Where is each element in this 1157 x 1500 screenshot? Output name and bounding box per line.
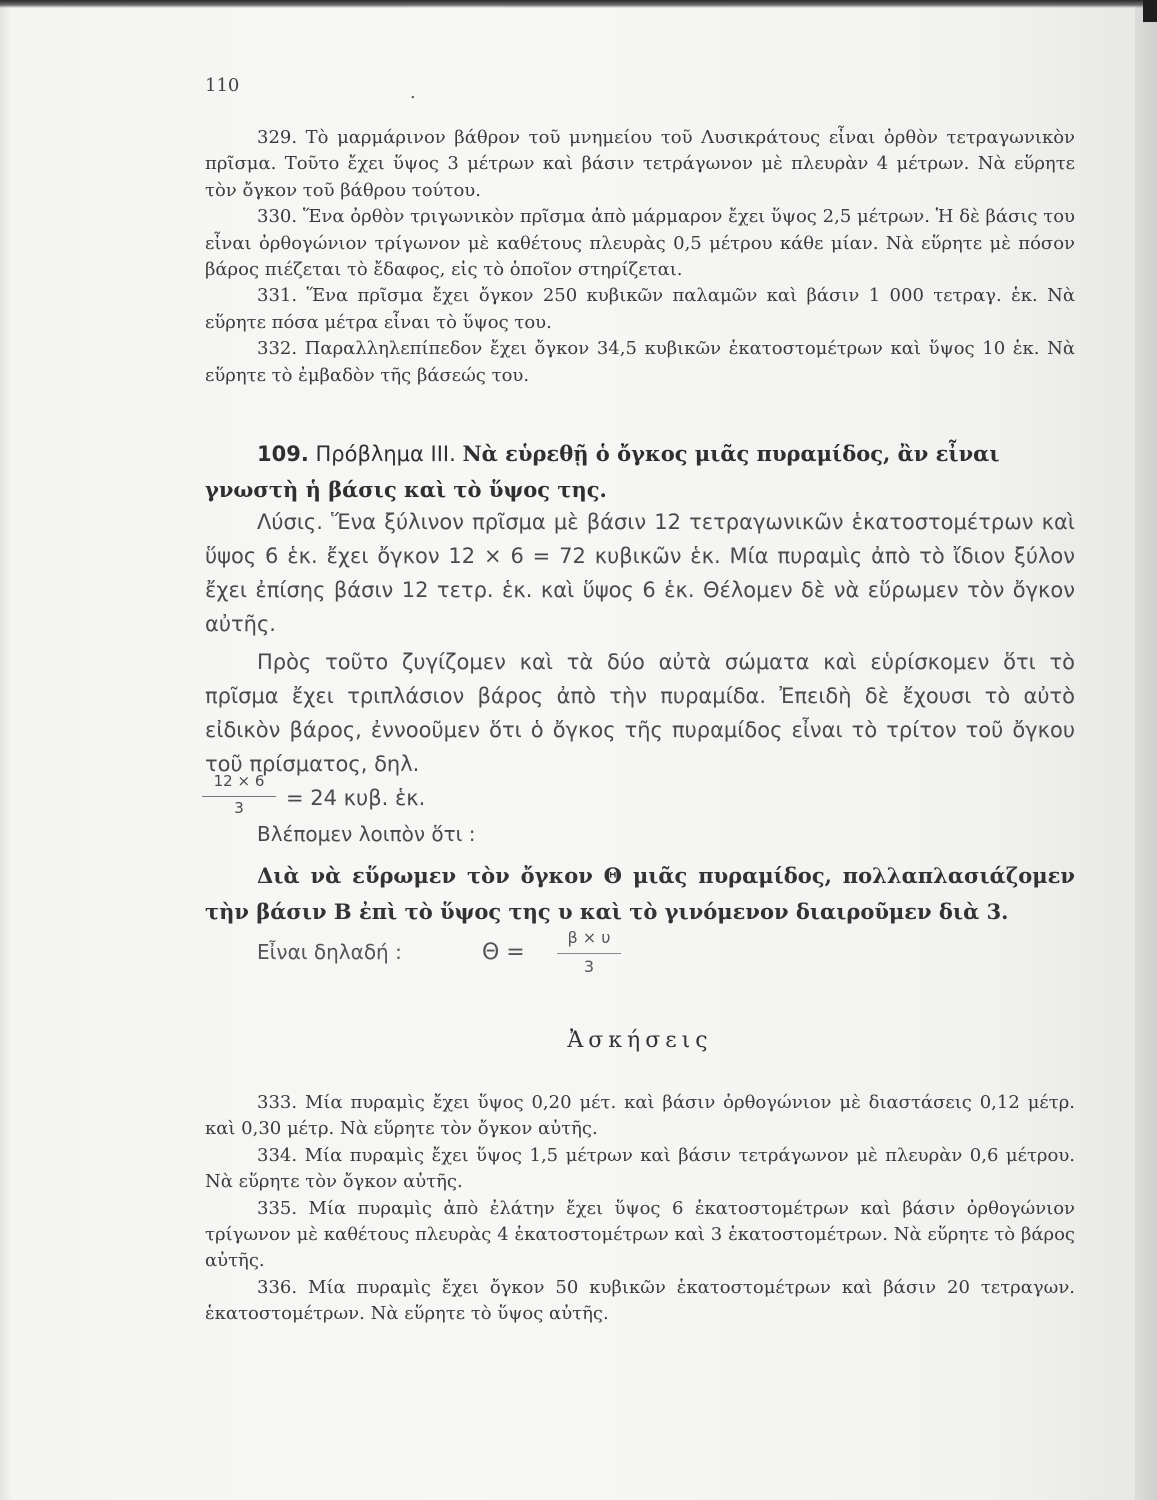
formula-label: Εἶναι δηλαδή : — [257, 940, 402, 964]
formula-numerator: β × υ — [567, 928, 611, 947]
fraction-result: = 24 κυβ. ἑκ. — [286, 786, 426, 810]
rule-statement — [205, 858, 1075, 930]
formula-fraction-bar — [557, 953, 621, 954]
exercise-335: 335. Μία πυραμὶς ἀπὸ ἐλάτην ἔχει ὕψος 6 ἑκατοστομέτρων καὶ βάσιν ὀρθογώνιον τρίγωνον μὲ καθέτους πλευρὰς 4 ἑκατοστομέτρων καὶ 3 ἑκατοστομέτρων. Νὰ εὕρητε τὸ βάρος αὐτῆς. — [205, 1197, 1075, 1272]
exercise-334: 334. Μία πυραμὶς ἔχει ὕψος 1,5 μέτρων καὶ βάσιν τετράγωνον μὲ πλευρὰν 0,6 μέτρου. Νὰ εὕρητε τὸν ὄγκον αὐτῆς. — [205, 1144, 1075, 1193]
exercise-331: 331. Ἕνα πρῖσμα ἔχει ὄγκον 250 κυβικῶν παλαμῶν καὶ βάσιν 1 000 τετραγ. ἑκ. Νὰ εὕρητε πόσα μέτρα εἶναι τὸ ὕψος του. — [205, 285, 1075, 333]
page-right-edge — [1135, 0, 1157, 1500]
page-number: 110 — [205, 75, 240, 96]
section-heading — [205, 436, 1085, 508]
page-top-edge — [0, 0, 1157, 8]
section-lead: Πρόβλημα ΙΙΙ. — [315, 442, 456, 466]
page-left-shadow — [0, 0, 12, 1500]
rule-text: Διὰ νὰ εὕρωμεν τὸν ὄγκον Θ μιᾶς πυραμίδος, πολλαπλασιάζομεν τὴν βάσιν Β ἐπὶ τὸ ὕψος της υ καὶ τὸ γινόμενον διαιροῦμεν διὰ 3. — [205, 863, 1075, 924]
solution-paragraph-2 — [205, 645, 1075, 781]
exercise-332: 332. Παραλληλεπίπεδον ἔχει ὄγκον 34,5 κυβικῶν ἑκατοστομέτρων καὶ ὕψος 10 ἑκ. Νὰ εὕρητε τὸ ἐμβαδὸν τῆς βάσεώς του. — [205, 338, 1075, 386]
exercise-336: 336. Μία πυραμὶς ἔχει ὄγκον 50 κυβικῶν ἑκατοστομέτρων καὶ βάσιν 20 τετραγων. ἑκατοστομέτρων. Νὰ εὕρητε τὸ ὕψος αὐτῆς. — [205, 1276, 1075, 1325]
formula-denominator: 3 — [583, 957, 595, 976]
exercise-330: 330. Ἕνα ὀρθὸν τριγωνικὸν πρῖσμα ἀπὸ μάρμαρον ἔχει ὕψος 2,5 μέτρων. Ἡ δὲ βάσις του εἶναι ὀρθογώνιον τρίγωνον μὲ καθέτους πλευρὰς 0,5 μέτρου κάθε μίαν. Νὰ εὕρητε μὲ πόσον βάρος πιέζεται τὸ ἔδαφος, εἰς τὸ ὁποῖον στηρίζεται. — [205, 206, 1075, 281]
exercises-heading: Ἀσκήσεις — [567, 1028, 713, 1053]
section-number: 109. — [257, 442, 309, 466]
exercise-333: 333. Μία πυραμὶς ἔχει ὕψος 0,20 μέτ. καὶ βάσιν ὀρθογώνιον μὲ διαστάσεις 0,12 μέτρ. καὶ 0,30 μέτρ. Νὰ εὕρητε τὸν ὄγκον αὐτῆς. — [205, 1092, 1075, 1140]
fraction-bar — [202, 796, 276, 797]
page-corner-mark — [1143, 0, 1157, 22]
exercises-top — [205, 125, 1075, 389]
fraction-numerator: 12 × 6 — [213, 772, 265, 790]
formula-lhs: Θ = — [482, 940, 525, 965]
exercises-bottom — [205, 1090, 1075, 1328]
fraction-denominator: 3 — [234, 799, 244, 817]
page-mark: . — [410, 82, 416, 103]
solution-paragraph-1 — [205, 505, 1075, 641]
section-title: Νὰ εὑρεθῇ ὁ ὄγκος μιᾶς πυραμίδος, ἂν εἶναι γνωστὴ ἡ βάσις καὶ τὸ ὕψος της. — [205, 441, 1000, 502]
conclusion-intro: Βλέπομεν λοιπὸν ὅτι : — [257, 822, 476, 846]
solution-text-1: Λύσις. Ἕνα ξύλινον πρῖσμα μὲ βάσιν 12 τετραγωνικῶν ἑκατοστομέτρων καὶ ὕψος 6 ἑκ. ἔχει ὄγκον 12 × 6 = 72 κυβικῶν ἑκ. Μία πυραμὶς ἀπὸ τὸ ἴδιον ξύλον ἔχει ἐπίσης βάσιν 12 τετρ. ἑκ. καὶ ὕψος 6 ἑκ. Θέλομεν δὲ νὰ εὕρωμεν τὸν ὄγκον αὐτῆς. — [205, 510, 1075, 636]
exercise-329: 329. Τὸ μαρμάρινον βάθρον τοῦ μνημείου τοῦ Λυσικράτους εἶναι ὀρθὸν τετραγωνικὸν πρῖσμα. Τοῦτο ἔχει ὕψος 3 μέτρων καὶ βάσιν τετράγωνον μὲ πλευρὰν 4 μέτρων. Νὰ εὕρητε τὸν ὄγκον τοῦ βάθρου τούτου. — [205, 127, 1075, 201]
solution-text-2: Πρὸς τοῦτο ζυγίζομεν καὶ τὰ δύο αὐτὰ σώματα καὶ εὑρίσκομεν ὅτι τὸ πρῖσμα ἔχει τριπλάσιον βάρος ἀπὸ τὴν πυραμίδα. Ἐπειδὴ δὲ ἔχουσι τὸ αὐτὸ εἰδικὸν βάρος, ἐννοοῦμεν ὅτι ὁ ὄγκος τῆς πυραμίδος εἶναι τὸ τρίτον τοῦ ὄγκου τοῦ πρίσματος, δηλ. — [205, 650, 1075, 776]
